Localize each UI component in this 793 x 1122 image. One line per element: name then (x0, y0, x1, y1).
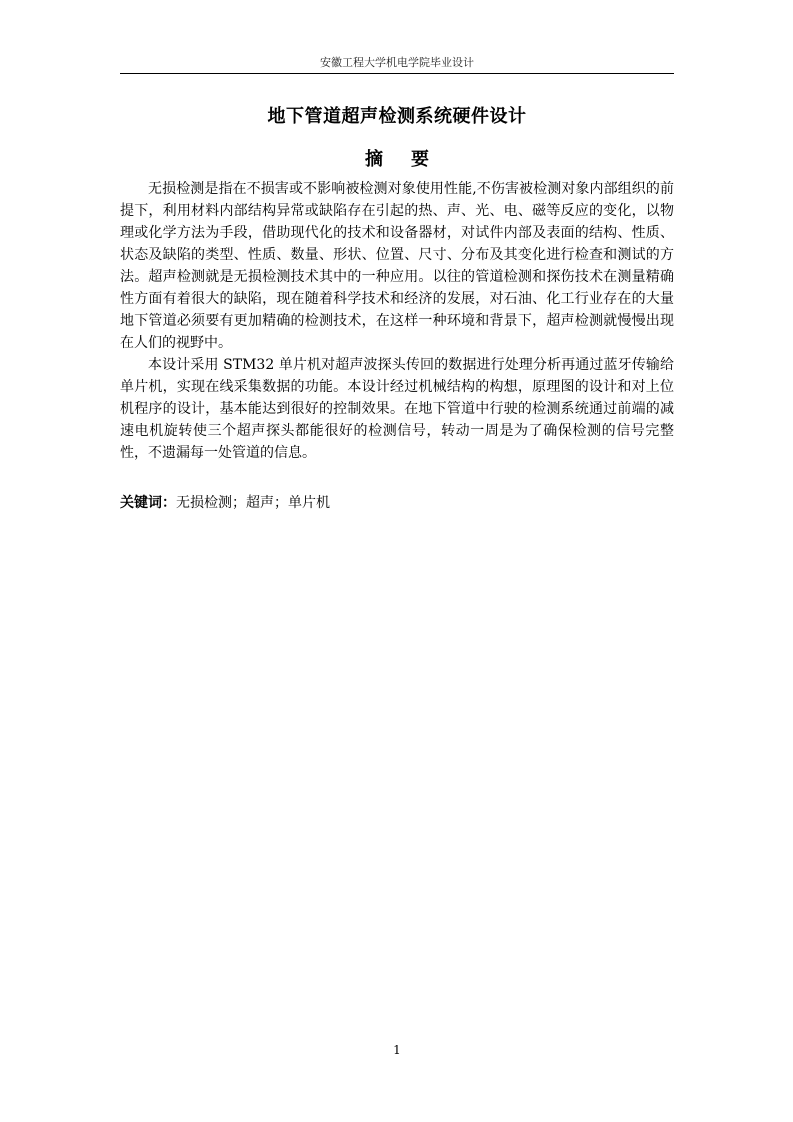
abstract-heading-right: 要 (411, 149, 429, 170)
running-header: 安徽工程大学机电学院毕业设计 (320, 56, 474, 69)
abstract-paragraph-2: 本设计采用 STM32 单片机对超声波探头传回的数据进行处理分析再通过蓝牙传输给单片机，实现在线采集数据的功能。本设计经过机械结构的构想，原理图的设计和对上位机程序的设计，基本能达到很好的控制效果。在地下管道中行驶的检测系统通过前端的减速电机旋转使三个超声探头都能很好的检测信号，转动一周是为了确保检测的信号完整性，不遗漏每一处管道的信息。 (120, 357, 674, 461)
keywords-line (120, 492, 674, 514)
keywords-value: 无损检测；超声；单片机 (176, 495, 330, 511)
abstract-body (120, 178, 674, 464)
abstract-heading (120, 148, 674, 172)
abstract-heading-left: 摘 (365, 149, 383, 170)
abstract-paragraph-1: 无损检测是指在不损害或不影响被检测对象使用性能,不伤害被检测对象内部组织的前提下，利用材料内部结构异常或缺陷存在引起的热、声、光、电、磁等反应的变化，以物理或化学方法为手段，借助现代化的技术和设备器材，对试件内部及表面的结构、性质、状态及缺陷的类型、性质、数量、形状、位置、尺寸、分布及其变化进行检查和测试的方法。超声检测就是无损检测技术其中的一种应用。以往的管道检测和探伤技术在测量精确性方面有着很大的缺陷，现在随着科学技术和经济的发展，对石油、化工行业存在的大量地下管道必须要有更加精确的检测技术，在这样一种环境和背景下，超声检测就慢慢出现在人们的视野中。 (120, 181, 674, 351)
keywords-label: 关键词： (120, 495, 176, 511)
header-divider (120, 73, 674, 74)
page-number: 1 (393, 1043, 401, 1057)
document-title: 地下管道超声检测系统硬件设计 (267, 106, 527, 127)
